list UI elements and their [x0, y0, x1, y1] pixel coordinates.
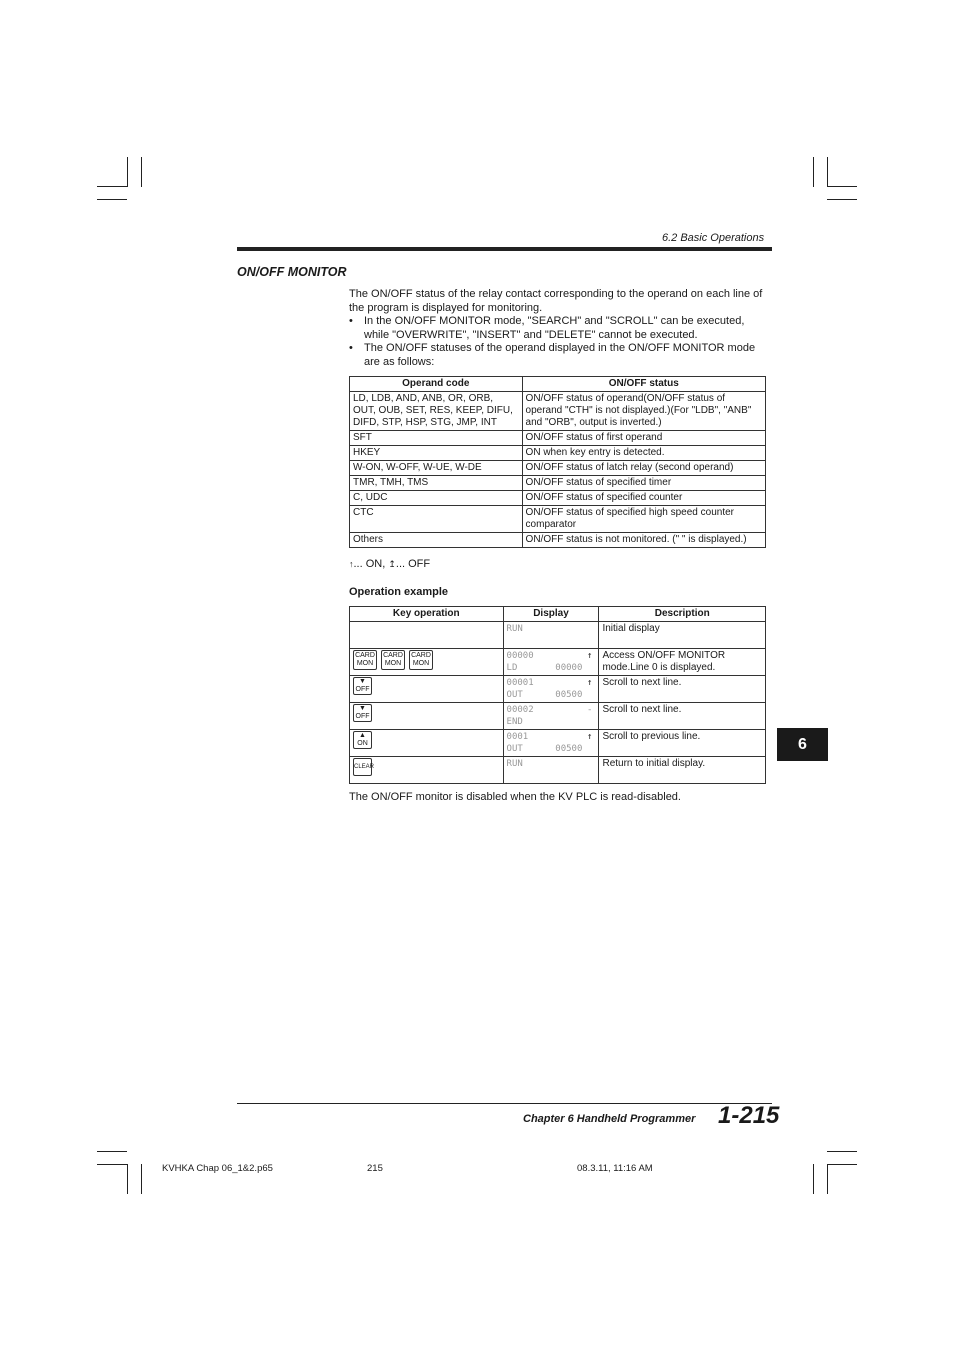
- crop-mark: [827, 157, 828, 187]
- status-cell: ON/OFF status of latch relay (second operand): [522, 461, 765, 476]
- description-cell: Return to initial display.: [599, 757, 766, 784]
- table-row: [350, 476, 766, 491]
- operand-code-cell: SFT: [350, 431, 523, 446]
- table-row: [350, 649, 766, 676]
- crop-mark: [141, 157, 142, 187]
- section-header: 6.2 Basic Operations: [662, 232, 765, 244]
- description-cell: Initial display: [599, 622, 766, 649]
- operand-code-cell: Others: [350, 533, 523, 548]
- example-table: [349, 606, 766, 784]
- status-cell: ON/OFF status is not monitored. (" " is displayed.): [522, 533, 765, 548]
- bullet-item: [349, 342, 769, 370]
- display-cell: RUN: [503, 622, 599, 649]
- table-header: ON/OFF status: [522, 377, 765, 392]
- status-cell: ON/OFF status of specified counter: [522, 491, 765, 506]
- crop-mark: [813, 1164, 814, 1194]
- display-cell: 00000 LD 00000 ↑: [503, 649, 599, 676]
- clear-key[interactable]: CLEAR: [353, 758, 372, 776]
- crop-mark: [827, 1164, 828, 1194]
- crop-mark: [97, 1164, 127, 1165]
- bullet-dot: •: [349, 342, 353, 354]
- note: The ON/OFF monitor is disabled when the KV PLC is read-disabled.: [349, 791, 681, 803]
- slug-page: 215: [367, 1163, 383, 1174]
- off-key[interactable]: ▼ OFF: [353, 704, 372, 722]
- table-row: [350, 461, 766, 476]
- on-key[interactable]: ▲ ON: [353, 731, 372, 749]
- table-header-row: [350, 607, 766, 622]
- operand-table: [349, 376, 766, 548]
- page-title: ON/OFF MONITOR: [237, 265, 347, 279]
- display-cell: 0001 OUT 00500 ↑: [503, 730, 599, 757]
- crop-mark: [827, 186, 857, 187]
- table-row: [350, 533, 766, 548]
- card-mon-key[interactable]: CARD MON: [353, 650, 377, 670]
- description-cell: Scroll to previous line.: [599, 730, 766, 757]
- off-arrow-icon: ↥: [388, 559, 396, 569]
- table-header-row: [350, 377, 766, 392]
- crop-mark: [127, 1164, 128, 1194]
- crop-mark: [97, 186, 127, 187]
- table-row: [350, 676, 766, 703]
- key-operation-cell: [350, 676, 504, 703]
- key-operation-cell: [350, 757, 504, 784]
- operand-code-cell: TMR, TMH, TMS: [350, 476, 523, 491]
- operand-code-cell: HKEY: [350, 446, 523, 461]
- operand-code-cell: W-ON, W-OFF, W-UE, W-DE: [350, 461, 523, 476]
- table-row: [350, 506, 766, 533]
- bullet-text: In the ON/OFF MONITOR mode, "SEARCH" and "SCROLL" can be executed, while "OVERWRITE", "INSERT" and "DELETE" cannot be executed.: [364, 315, 745, 341]
- table-header: Display: [503, 607, 599, 622]
- on-arrow-icon: ↑: [349, 559, 354, 569]
- operand-code-cell: CTC: [350, 506, 523, 533]
- description-cell: Scroll to next line.: [599, 703, 766, 730]
- footer-chapter: Chapter 6 Handheld Programmer: [523, 1113, 696, 1125]
- key-operation-cell: [350, 622, 504, 649]
- card-mon-key[interactable]: CARD MON: [409, 650, 433, 670]
- table-row: [350, 392, 766, 431]
- key-operation-cell: [350, 703, 504, 730]
- table-row: [350, 431, 766, 446]
- status-mark: ↑: [587, 651, 593, 661]
- crop-mark: [827, 1164, 857, 1165]
- table-row: [350, 730, 766, 757]
- status-cell: ON when key entry is detected.: [522, 446, 765, 461]
- operand-code-cell: C, UDC: [350, 491, 523, 506]
- status-cell: ON/OFF status of operand(ON/OFF status of operand "CTH" is not displayed.)(For "LDB", "ANB" and "ORB", output is inverted.): [522, 392, 765, 431]
- status-cell: ON/OFF status of specified timer: [522, 476, 765, 491]
- legend-off: ... OFF: [395, 558, 431, 570]
- crop-mark: [827, 1151, 857, 1152]
- arrow-up-icon: ▲: [359, 732, 366, 739]
- display-cell: RUN: [503, 757, 599, 784]
- table-row: [350, 703, 766, 730]
- display-cell: 00002 END -: [503, 703, 599, 730]
- example-heading: Operation example: [349, 586, 449, 598]
- table-row: [350, 446, 766, 461]
- chapter-tab: 6: [777, 728, 828, 761]
- table-header: Description: [599, 607, 766, 622]
- header-rule: [237, 247, 772, 251]
- key-operation-cell: [350, 730, 504, 757]
- description-cell: Access ON/OFF MONITOR mode.Line 0 is displayed.: [599, 649, 766, 676]
- table-header: Operand code: [350, 377, 523, 392]
- status-mark: -: [587, 705, 593, 715]
- slug-date: 08.3.11, 11:16 AM: [577, 1163, 653, 1174]
- display-cell: 00001 OUT 00500 ↑: [503, 676, 599, 703]
- page-number: 1-215: [718, 1102, 780, 1129]
- off-key[interactable]: ▼ OFF: [353, 677, 372, 695]
- status-mark: ↑: [587, 678, 593, 688]
- bullet-dot: •: [349, 315, 353, 327]
- table-row: [350, 622, 766, 649]
- intro-paragraph: The ON/OFF status of the relay contact corresponding to the operand on each line of the program is displayed for monitoring.: [349, 288, 763, 314]
- status-mark: ↑: [587, 732, 593, 742]
- arrow-down-icon: ▼: [359, 705, 366, 712]
- status-cell: ON/OFF status of specified high speed counter comparator: [522, 506, 765, 533]
- legend: [349, 558, 430, 570]
- slug-file: KVHKA Chap 06_1&2.p65: [162, 1163, 273, 1174]
- bullet-item: [349, 315, 769, 343]
- crop-mark: [127, 157, 128, 187]
- legend-on: ... ON,: [353, 558, 386, 570]
- card-mon-key[interactable]: CARD MON: [381, 650, 405, 670]
- operand-code-cell: LD, LDB, AND, ANB, OR, ORB, OUT, OUB, SET, RES, KEEP, DIFU, DIFD, STP, HSP, STG, JMP, INT: [350, 392, 523, 431]
- table-header: Key operation: [350, 607, 504, 622]
- crop-mark: [141, 1164, 142, 1194]
- key-operation-cell: [350, 649, 504, 676]
- description-cell: Scroll to next line.: [599, 676, 766, 703]
- table-row: [350, 757, 766, 784]
- crop-mark: [97, 199, 127, 200]
- table-row: [350, 491, 766, 506]
- bullet-text: The ON/OFF statuses of the operand displayed in the ON/OFF MONITOR mode are as follows:: [364, 342, 756, 368]
- crop-mark: [97, 1151, 127, 1152]
- footer-rule: [237, 1103, 772, 1104]
- crop-mark: [827, 199, 857, 200]
- arrow-down-icon: ▼: [359, 678, 366, 685]
- crop-mark: [813, 157, 814, 187]
- status-cell: ON/OFF status of first operand: [522, 431, 765, 446]
